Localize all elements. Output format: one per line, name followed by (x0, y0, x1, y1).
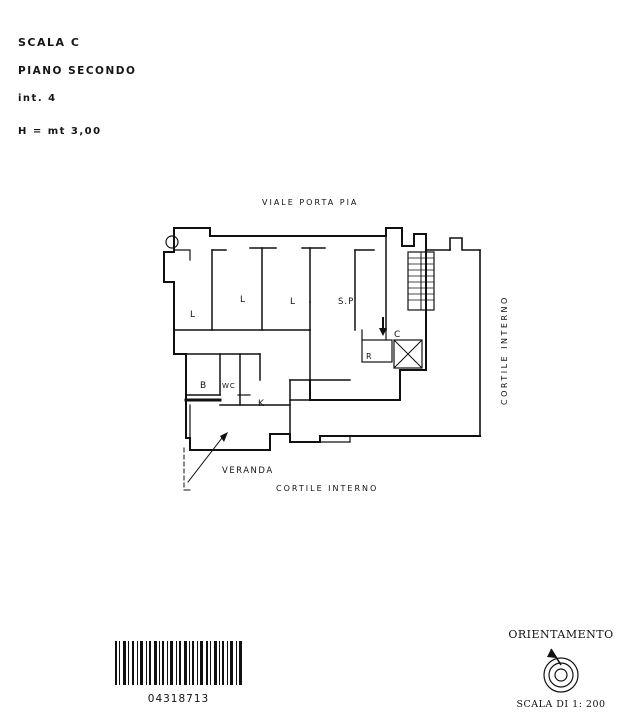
header-scala-label: SCALA C (18, 36, 81, 49)
room-label-c: C (394, 330, 402, 340)
orientation-title: ORIENTAMENTO (508, 628, 614, 641)
veranda-label: VERANDA (222, 466, 274, 476)
street-label: VIALE PORTA PIA (262, 198, 359, 207)
barcode-number: 04318713 (147, 693, 210, 705)
room-label-l1: L (190, 310, 197, 320)
orientation-scale-note: SCALA DI 1: 200 (516, 699, 606, 710)
room-label-wc: WC (222, 382, 236, 390)
header-floor-label: PIANO SECONDO (18, 65, 137, 77)
orientation-block (505, 628, 617, 710)
room-label-l3: L (290, 297, 297, 307)
header-height-label: H = mt 3,00 (18, 126, 102, 137)
courtyard-bottom-label: CORTILE INTERNO (276, 484, 379, 493)
room-label-l2: L (240, 295, 247, 305)
barcode-image (113, 641, 244, 685)
room-label-b: B (200, 381, 208, 391)
room-label-sp: S.P (338, 297, 355, 307)
floor-plan-drawing (150, 190, 520, 500)
courtyard-right-label: CORTILE INTERNO (500, 295, 509, 405)
room-label-r: R (366, 352, 373, 361)
north-arrow-icon (529, 643, 593, 697)
room-label-k: K (258, 399, 265, 409)
header-unit-label: int. 4 (18, 93, 57, 104)
barcode-block (113, 641, 244, 705)
